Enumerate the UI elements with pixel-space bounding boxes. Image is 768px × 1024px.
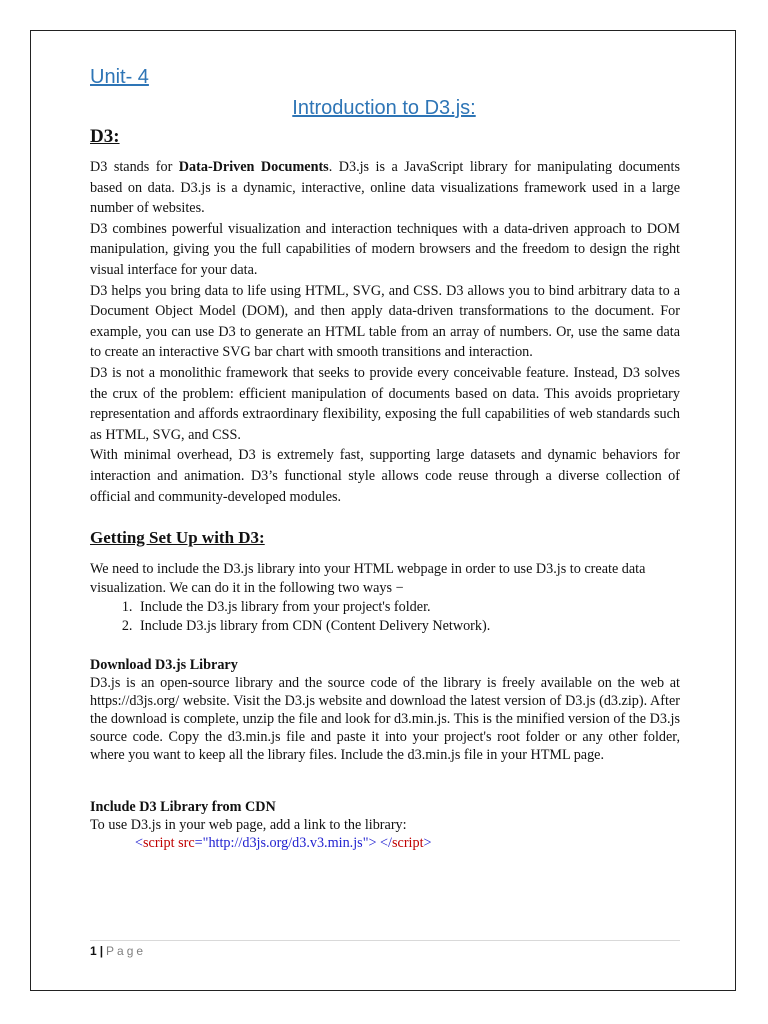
unit-heading: Unit- 4 [90,66,149,88]
footer-separator: | [99,944,104,958]
paragraph-d3-helps: D3 helps you bring data to life using HTML, SVG, and CSS. D3 allows you to bind arbitrary data to a Document Object Model (DOM), and then apply data-driven transformations to the document. For example, you can use D3 to generate an HTML table from an array of numbers. Or, use the same data to create an interactive SVG bar chart with smooth transitions and interaction. [90,282,680,361]
setup-section [90,560,680,636]
setup-ways-list [90,598,680,636]
d3-description [90,157,680,507]
paragraph-d3-definition: D3 stands for Data-Driven Documents. D3.js is a JavaScript library for manipulating documents based on data. D3.js is a dynamic, interactive, online data visualizations framework used in a large number of websites. [90,159,680,217]
paragraph-d3-not-monolithic: D3 is not a monolithic framework that seeks to provide every conceivable feature. Instead, D3 solves the crux of the problem: efficient manipulation of documents based on data. This avoids proprietary representation and affords extraordinary flexibility, exposing the full capabilities of web standards such as HTML, SVG, and CSS. [90,364,680,443]
section-heading-d3: D3: [90,126,120,147]
cdn-text: To use D3.js in your web page, add a link to the library: [90,817,407,833]
cdn-heading: Include D3 Library from CDN [90,799,276,815]
paragraph-d3-overhead: With minimal overhead, D3 is extremely fast, supporting large datasets and dynamic behaviors for interaction and animation. D3’s functional style allows code reuse through a diverse collection of official and community-developed modules. [90,447,680,505]
document-title: Introduction to D3.js: [292,97,476,119]
page-number: 1 [90,944,97,958]
list-item: 2. Include D3.js library from CDN (Content Delivery Network). [136,617,680,636]
setup-intro: We need to include the D3.js library into your HTML webpage in order to use D3.js to create data visualization. We can do it in the following two ways − [90,561,646,596]
cdn-section [90,798,680,852]
script-tag-code: <script src="http://d3js.org/d3.v3.min.js"> </script> [135,835,432,851]
footer-divider [90,940,680,941]
term-data-driven-documents: Data-Driven Documents [178,159,329,175]
page-footer [90,944,146,958]
download-text: D3.js is an open-source library and the source code of the library is freely available on the web at https://d3js.org/ website. Visit the D3.js website and download the latest version of D3.js (d3.zip). After the download is complete, unzip the file and look for d3.min.js. This is the minified version of the D3.js source code. Copy the d3.min.js file and paste it into your project's root folder or any other folder, where you want to keep all the library files. Include the d3.min.js file in your HTML page. [90,675,680,763]
download-section [90,656,680,764]
list-item: 1. Include the D3.js library from your project's folder. [136,598,680,617]
section-heading-setup: Getting Set Up with D3: [90,528,265,547]
page-label: Page [106,944,147,958]
download-heading: Download D3.js Library [90,657,238,673]
paragraph-d3-combines: D3 combines powerful visualization and interaction techniques with a data-driven approach to DOM manipulation, giving you the full capabilities of modern browsers and the freedom to design the right visual interface for your data. [90,220,680,278]
